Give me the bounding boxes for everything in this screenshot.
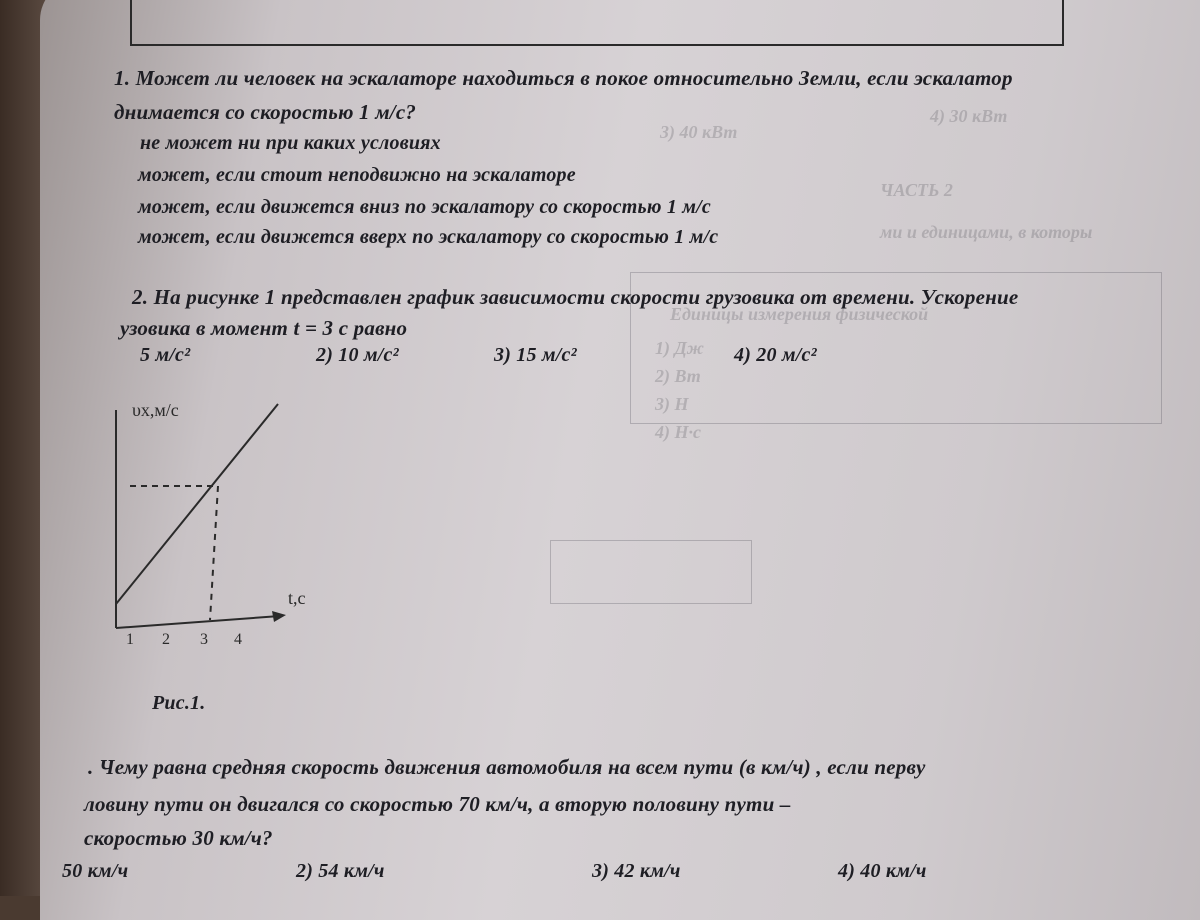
q3-text-line2: ловину пути он двигался со скоростью 70 км/ч, а вторую половину пути – [84, 792, 791, 816]
bleed-text-d: Единицы измерения физической [670, 304, 929, 324]
q3-option-1: 50 км/ч [62, 860, 129, 882]
x-tick-3: 3 [200, 631, 208, 648]
q1-option-4: может, если движется вверх по эскалатору со скоростью 1 м/с [138, 226, 719, 248]
bleed-text-f: 2) Вт [655, 366, 701, 386]
bleed-text-i: ЧАСТЬ 2 [880, 180, 953, 200]
q2-option-4: 4) 20 м/с² [734, 344, 817, 366]
q3-option-4: 4) 40 км/ч [838, 860, 927, 882]
velocity-line [116, 404, 278, 604]
q2-option-2: 2) 10 м/с² [316, 344, 399, 366]
dashed-vertical [210, 486, 218, 620]
x-axis-label: t,c [288, 588, 306, 608]
x-axis-arrow [272, 611, 286, 622]
x-tick-2: 2 [162, 631, 170, 648]
q2-option-1: 5 м/с² [140, 344, 191, 366]
x-axis [116, 616, 280, 628]
q1-text-line1: 1. Может ли человек на эскалаторе находиться в покое относительно Земли, если эскалатор [114, 66, 1013, 90]
x-tick-4: 4 [234, 631, 242, 648]
bleed-text-b: 4) 30 кВт [930, 106, 1008, 126]
q3-text-line1: . Чему равна средняя скорость движения автомобиля на всем пути (в км/ч) , если перву [88, 755, 926, 779]
previous-answer-box [130, 0, 1064, 46]
bleed-text-a: 3) 40 кВт [660, 122, 738, 142]
q2-text-line1: 2. На рисунке 1 представлен график зависимости скорости грузовика от времени. Ускорение [132, 285, 1019, 309]
q3-text-line3: скоростью 30 км/ч? [84, 826, 273, 850]
bleed-text-e: 1) Дж [655, 338, 704, 358]
bleed-text-c: ми и единицами, в которы [880, 222, 1093, 242]
q1-option-3: может, если движется вниз по эскалатору со скоростью 1 м/с [138, 196, 711, 218]
figure-caption: Рис.1. [152, 692, 206, 714]
q2-option-3: 3) 15 м/с² [494, 344, 577, 366]
q1-option-2: может, если стоит неподвижно на эскалаторе [138, 164, 576, 186]
bleed-text-h: 4) Н·с [655, 422, 701, 442]
velocity-time-chart [100, 390, 330, 660]
q2-text-line2: узовика в момент t = 3 с равно [120, 316, 408, 340]
q3-option-2: 2) 54 км/ч [296, 860, 385, 882]
x-tick-1: 1 [126, 631, 134, 648]
bleed-small-table [550, 540, 752, 604]
q1-option-1: не может ни при каких условиях [140, 132, 441, 154]
y-axis-label: υx,м/с [132, 400, 179, 420]
q3-option-3: 3) 42 км/ч [592, 860, 681, 882]
bleed-text-g: 3) Н [655, 394, 689, 414]
q1-text-line2: днимается со скоростью 1 м/с? [114, 100, 417, 124]
